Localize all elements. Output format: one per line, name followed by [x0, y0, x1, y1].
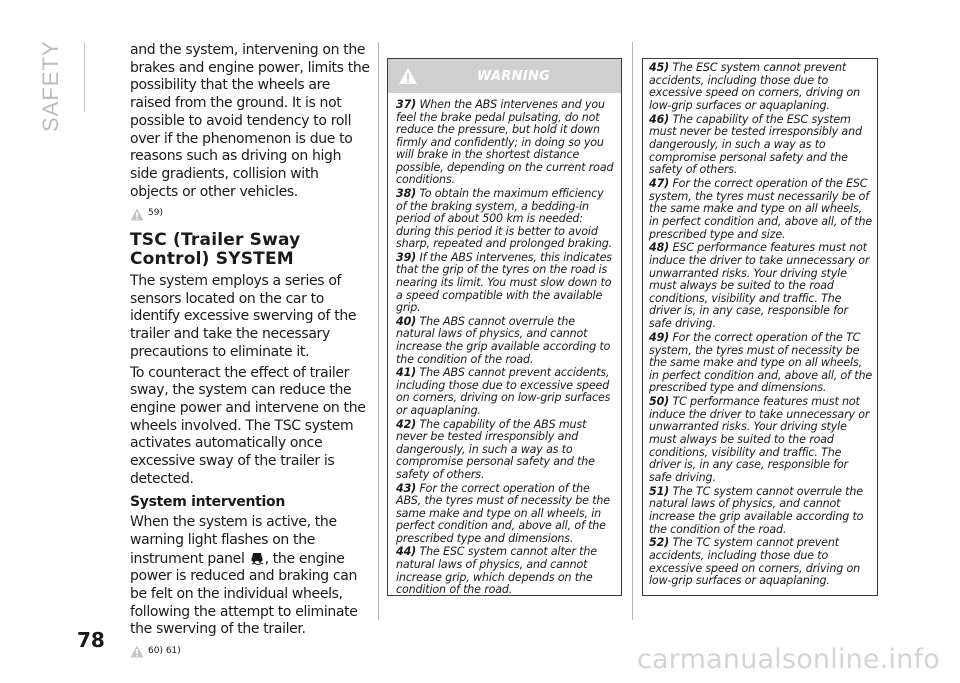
warning-triangle-icon	[398, 67, 418, 85]
warning-note	[396, 419, 615, 482]
note-number: 44)	[396, 545, 417, 559]
note-number: 51)	[649, 484, 670, 498]
tsc-paragraph-1: The system employs a series of sensors located on the car to identify excessive swerving of the trailer and take the necessary precautions to eliminate it.	[130, 273, 357, 360]
warning-note	[396, 316, 615, 366]
note-number: 43)	[396, 481, 417, 495]
tsc-paragraph-2: To counteract the effect of trailer sway, the system can reduce the engine power and intervene on the wheels involved. The TSC system activates automatically once excessive sway of the trailer is detected.	[130, 364, 366, 487]
note-text: TC performance features must not induce the driver to take unnecessary or unwarranted risks. Your driving style must always be suited to the road conditions, visibility and traffic. The driver is, in any case, responsible for safe driving.	[649, 395, 870, 484]
intro-paragraph: and the system, intervening on the brakes and engine power, limits the possibility that the wheels are raised from the ground. It is not possible to avoid tendency to roll over if the phenomenon is due to reasons such as driving on high side gradients, collision with objects or other vehicles.	[130, 42, 370, 200]
note-number: 52)	[649, 536, 670, 550]
warning-note	[649, 114, 873, 177]
note-number: 48)	[649, 241, 670, 255]
warning-note	[649, 62, 873, 113]
page-number: 78	[77, 628, 105, 652]
warning-note	[649, 332, 873, 395]
note-number: 40)	[396, 314, 417, 328]
warning-note	[649, 486, 873, 537]
note-text: If the ABS intervenes, this indicates that the grip of the tyres on the road is nearing its limit. You must slow down to a speed compatible with the available grip.	[396, 250, 612, 315]
note-text: For the correct operation of the ABS, the tyres must of necessity be the same make and type on all wheels, in perfect condition and, above all, of the prescribed type and dimensions.	[396, 481, 610, 545]
column-divider-2	[632, 42, 633, 620]
note-text: ESC performance features must not induce the driver to take unnecessary or unwarranted risks. Your driving style must always be suited to the road conditions, visibility and traffic. The driver is, in any case, responsible for safe driving.	[649, 241, 870, 331]
note-text: The TC system cannot prevent accidents, including those due to excessive speed on corners, driving on low-grip surfaces or aquaplaning.	[649, 536, 861, 588]
ref-60-61-line	[130, 643, 370, 661]
warning-note	[396, 367, 615, 417]
note-text: The ESC system cannot alter the natural laws of physics, and cannot increase grip, which depends on the condition of the road.	[396, 545, 597, 597]
warning-triangle-icon	[130, 645, 144, 658]
warning-note	[649, 396, 873, 484]
note-text: For the correct operation of the ESC system, the tyres must necessarily be of the same make and type on all wheels, in perfect condition and, above all, of the prescribed type and size.	[649, 177, 873, 241]
warning-notes-continued	[642, 58, 878, 596]
section-title: TSC (Trailer Sway Control) SYSTEM	[130, 230, 301, 270]
tsc-paragraph-3: When the system is active, the warning light flashes on the instrument panel , the engine power is reduced and braking can be felt on the individual wheels, following the attempt to eliminate the swerving of the trailer.	[130, 514, 358, 638]
warning-note	[649, 537, 873, 588]
warning-note	[649, 242, 873, 330]
note-number: 41)	[396, 366, 417, 380]
warning-header	[388, 59, 621, 93]
note-text: For the correct operation of the TC system, the tyres must of necessity be the same make and type on all wheels, in perfect condition and, above all, of the prescribed type and dimensions.	[649, 330, 873, 395]
note-text: When the ABS intervenes and you feel the brake pedal pulsating, do not reduce the pressure, but hold it down firmly and confidently; in doing so you will brake in the shortest distance possible, depending on the current road conditions.	[396, 98, 614, 187]
note-text: The ESC system cannot prevent accidents, including those due to excessive speed on corners, driving on low-grip surfaces or aquaplaning.	[649, 61, 861, 112]
column-divider-1	[378, 42, 379, 620]
warning-note	[396, 99, 615, 187]
warning-triangle-icon	[130, 208, 144, 221]
warning-ref-60-61[interactable]: 60) 61)	[148, 646, 181, 657]
section-side-label: SAFETY	[38, 40, 63, 132]
note-number: 46)	[649, 112, 670, 126]
note-number: 39)	[396, 250, 417, 264]
note-number: 42)	[396, 417, 417, 431]
note-text: The capability of the ABS must never be tested irresponsibly and dangerously, in such a way as to compromise personal safety and the safety of others.	[396, 417, 595, 481]
left-column	[130, 42, 370, 669]
warning-note	[396, 483, 615, 546]
warning-ref-59[interactable]: 59)	[148, 208, 163, 219]
warning-note	[396, 188, 615, 251]
warning-note	[396, 546, 615, 596]
note-number: 38)	[396, 187, 417, 201]
note-text: To obtain the maximum efficiency of the braking system, a bedding-in period of about 500 km is needed: during this period it is better to avoid sharp, repeated and prolonged braking.	[396, 187, 612, 251]
note-text: The ABS cannot prevent accidents, including those due to excessive speed on corners, driving on low-grip surfaces or aquaplaning.	[396, 366, 611, 417]
note-text: The TC system cannot overrule the natural laws of physics, and cannot increase the grip available according to the condition of the road.	[649, 484, 864, 536]
note-number: 49)	[649, 330, 670, 344]
warning-note	[649, 178, 873, 241]
note-number: 47)	[649, 177, 670, 190]
watermark: carmanualsonline.info	[637, 644, 940, 675]
note-text: The capability of the ESC system must never be tested irresponsibly and dangerously, in such a way as to compromise personal safety and the safety of others.	[649, 112, 862, 177]
note-number: 37)	[396, 98, 417, 111]
esc-warning-light-icon	[249, 550, 265, 566]
warning-notes	[388, 93, 621, 597]
note-number: 45)	[649, 61, 670, 74]
note-text: The ABS cannot overrule the natural laws of physics, and cannot increase the grip available according to the condition of the road.	[396, 314, 611, 366]
side-rule	[84, 42, 85, 112]
ref-59-line	[130, 205, 370, 223]
warning-note	[396, 252, 615, 315]
warning-box	[387, 58, 622, 596]
warning-title: WARNING	[476, 68, 551, 84]
note-number: 50)	[649, 395, 670, 409]
subheading-system-intervention: System intervention	[130, 494, 286, 511]
